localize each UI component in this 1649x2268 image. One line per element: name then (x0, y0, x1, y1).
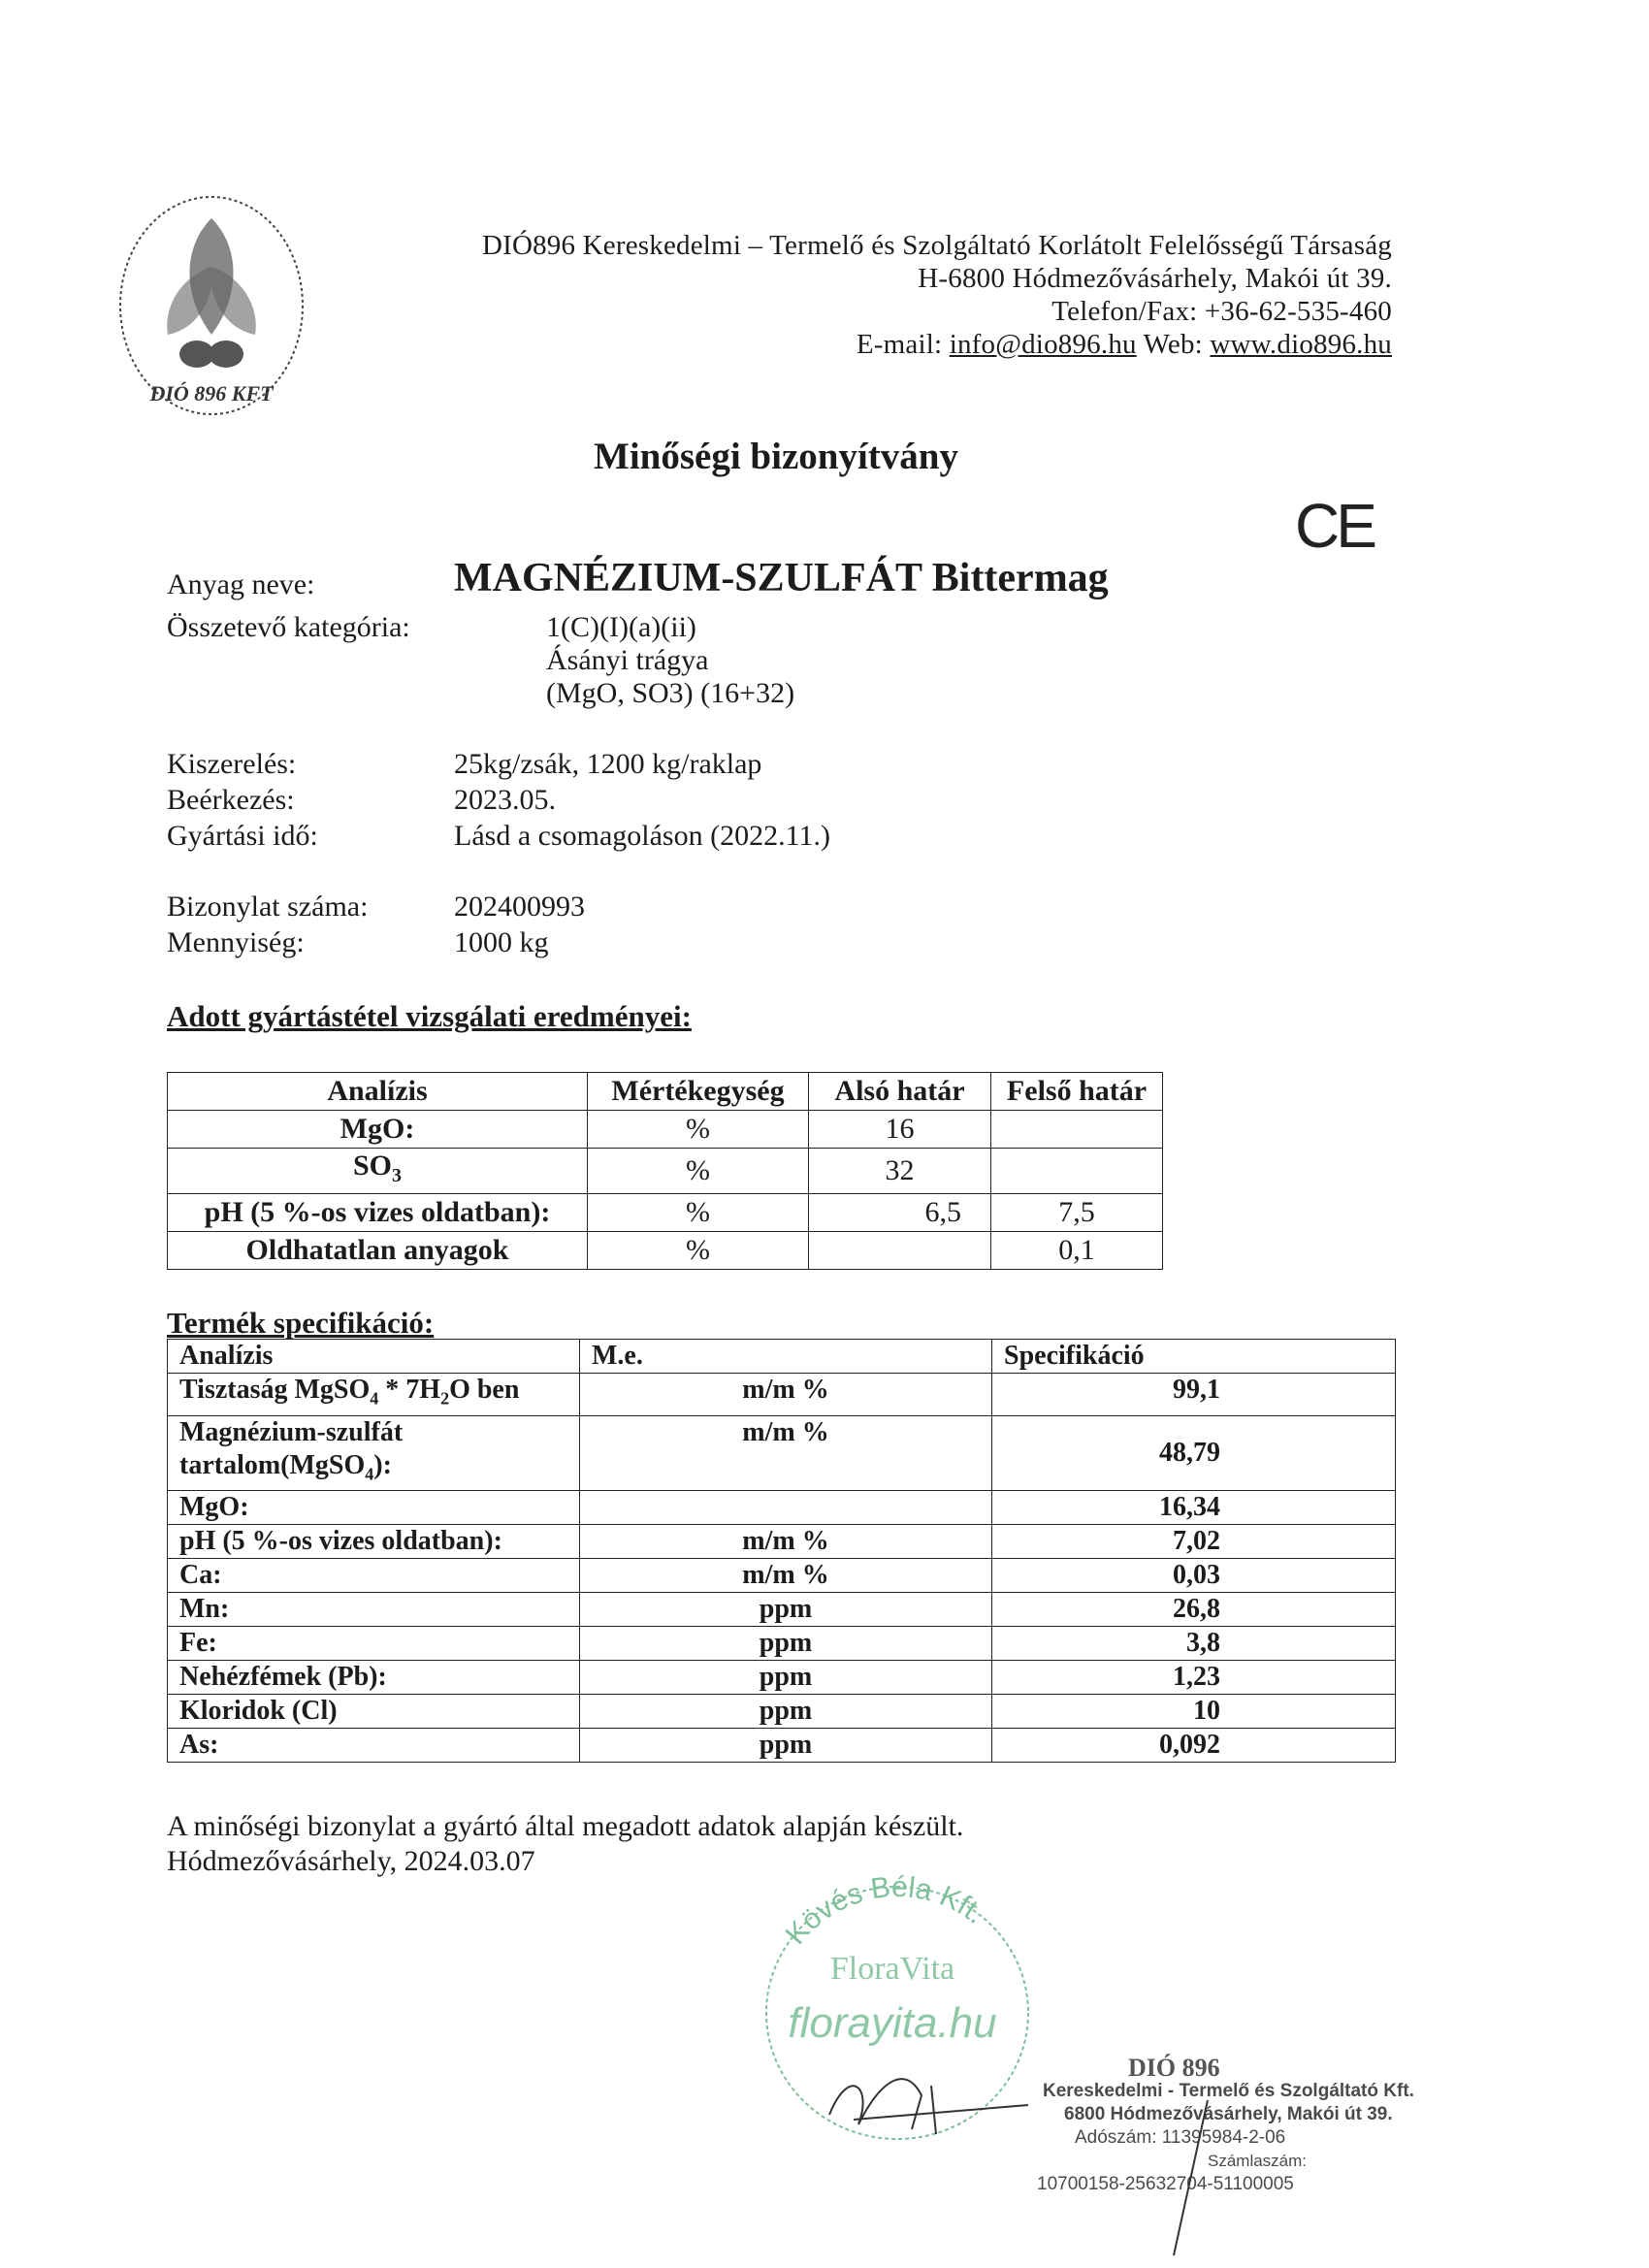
spec-cell: 10 (992, 1695, 1396, 1729)
company-stamp-name: DIÓ 896 (1128, 2054, 1220, 2082)
web-label: Web: (1143, 329, 1203, 360)
table-row (168, 1729, 1396, 1763)
table-row (168, 1627, 1396, 1661)
production-value: Lásd a csomagoláson (2022.11.) (454, 820, 830, 852)
company-stamp (1037, 2054, 1414, 2196)
spec-cell: 3,8 (992, 1627, 1396, 1661)
results-cell: 6,5 (809, 1194, 991, 1232)
spec-cell: Mn: (168, 1593, 580, 1627)
spec-cell: 0,03 (992, 1559, 1396, 1593)
stamp-brand: FloraVita (829, 1951, 955, 1987)
company-stamp-line: 6800 Hódmezővásárhely, Makói út 39. (1064, 2104, 1393, 2124)
packaging-label: Kiszerelés: (167, 748, 297, 780)
spec-cell: 48,79 (992, 1415, 1396, 1491)
spec-cell: Ca: (168, 1559, 580, 1593)
results-heading: Adott gyártástétel vizsgálati eredményei: (167, 999, 692, 1033)
table-row (168, 1149, 1163, 1194)
results-cell: 32 (809, 1149, 991, 1194)
spec-cell: Fe: (168, 1627, 580, 1661)
results-col-upper: Felső határ (991, 1073, 1163, 1111)
table-row (168, 1593, 1396, 1627)
floravita-stamp (737, 1843, 1057, 2154)
spec-cell: m/m % (580, 1415, 992, 1491)
results-col-lower: Alsó határ (809, 1073, 991, 1111)
web-link[interactable]: www.dio896.hu (1210, 329, 1392, 360)
spec-cell: 26,8 (992, 1593, 1396, 1627)
results-cell: % (588, 1149, 809, 1194)
spec-cell: m/m % (580, 1525, 992, 1559)
results-cell: pH (5 %-os vizes oldatban): (168, 1194, 588, 1232)
spec-cell: Nehézfémek (Pb): (168, 1661, 580, 1695)
company-stamp-line: Adószám: 11395984-2-06 (1075, 2127, 1286, 2148)
table-row (168, 1374, 1396, 1416)
table-row (168, 1525, 1396, 1559)
company-stamp-line: Kereskedelmi - Termelő és Szolgáltató Kft. (1043, 2081, 1414, 2101)
product-name: MAGNÉZIUM-SZULFÁT Bittermag (454, 556, 1109, 600)
company-logo (114, 189, 308, 422)
place-date: Hódmezővásárhely, 2024.03.07 (167, 1845, 535, 1877)
packaging-value: 25kg/zsák, 1200 kg/raklap (454, 748, 762, 780)
spec-cell: Tisztaság MgSO$_4$ * $7H_2O$ ben (168, 1374, 580, 1416)
spec-cell: ppm (580, 1627, 992, 1661)
category-type: Ásányi trágya (546, 644, 709, 676)
stamp-ring-text: Kövés Béla Kft. (779, 1870, 991, 1951)
table-row (168, 1491, 1396, 1525)
spec-heading: Termék specifikáció: (167, 1306, 435, 1340)
spec-cell: 0,092 (992, 1729, 1396, 1763)
company-stamp-line: 10700158-25632704-51100005 (1037, 2174, 1294, 2194)
arrival-label: Beérkezés: (167, 784, 295, 816)
spec-cell: 16,34 (992, 1491, 1396, 1525)
spec-col-spec: Specifikáció (992, 1340, 1396, 1374)
spec-cell: ppm (580, 1729, 992, 1763)
stamp-url: florayita.hu (788, 1999, 997, 2047)
results-cell: 7,5 (991, 1194, 1163, 1232)
spec-cell: 1,23 (992, 1661, 1396, 1695)
spec-cell: MgO: (168, 1491, 580, 1525)
table-row (168, 1559, 1396, 1593)
contact-line (857, 328, 1392, 361)
table-row (168, 1695, 1396, 1729)
spec-cell: m/m % (580, 1374, 992, 1416)
company-phone: Telefon/Fax: +36-62-535-460 (1051, 296, 1392, 327)
table-row (168, 1415, 1396, 1491)
quantity-value: 1000 kg (454, 926, 549, 958)
email-link[interactable]: info@dio896.hu (949, 329, 1137, 360)
results-col-analysis: Analízis (168, 1073, 588, 1111)
email-label: E-mail: (856, 329, 943, 360)
company-name: DIÓ896 Kereskedelmi – Termelő és Szolgáltató Korlátolt Felelősségű Társaság (481, 230, 1392, 261)
ce-mark: CE (1295, 491, 1374, 561)
spec-col-unit: M.e. (580, 1340, 992, 1374)
spec-col-analysis: Analízis (168, 1340, 580, 1374)
spec-table (167, 1339, 1396, 1763)
table-row (168, 1661, 1396, 1695)
results-cell (991, 1149, 1163, 1194)
spec-header-row (168, 1340, 1396, 1374)
category-nutrients: (MgO, SO3) (16+32) (546, 677, 795, 709)
name-label: Anyag neve: (167, 568, 315, 600)
footer-note: A minőségi bizonylat a gyártó által megadott adatok alapján készült. (167, 1810, 964, 1842)
signature-stroke (1164, 2095, 1222, 2260)
company-stamp-line: Számlaszám: (1208, 2152, 1308, 2170)
results-header-row (168, 1073, 1163, 1111)
results-cell: Oldhatatlan anyagok (168, 1232, 588, 1270)
category-code: 1(C)(I)(a)(ii) (546, 611, 696, 643)
company-address: H-6800 Hódmezővásárhely, Makói út 39. (918, 263, 1392, 294)
spec-cell: ppm (580, 1593, 992, 1627)
results-cell: 0,1 (991, 1232, 1163, 1270)
spec-cell: ppm (580, 1661, 992, 1695)
spec-cell: ppm (580, 1695, 992, 1729)
spec-cell: Kloridok (Cl) (168, 1695, 580, 1729)
table-row (168, 1232, 1163, 1270)
arrival-value: 2023.05. (454, 784, 556, 816)
results-cell: 16 (809, 1111, 991, 1149)
logo-text: DIÓ 896 KFT (149, 381, 274, 405)
spec-cell: 7,02 (992, 1525, 1396, 1559)
results-table (167, 1072, 1163, 1270)
spec-cell: 99,1 (992, 1374, 1396, 1416)
results-col-unit: Mértékegység (588, 1073, 809, 1111)
category-label: Összetevő kategória: (167, 611, 410, 643)
results-cell (991, 1111, 1163, 1149)
spec-cell: Magnézium-szulfát tartalom(MgSO$_4$): (168, 1415, 580, 1491)
spec-cell: As: (168, 1729, 580, 1763)
table-row (168, 1111, 1163, 1149)
results-cell: % (588, 1194, 809, 1232)
table-row (168, 1194, 1163, 1232)
results-cell: % (588, 1111, 809, 1149)
results-cell: $SO_3$ (168, 1149, 588, 1194)
quantity-label: Mennyiség: (167, 926, 305, 958)
results-cell (809, 1232, 991, 1270)
page-title: Minőségi bizonyítvány (594, 436, 958, 477)
doc-number-label: Bizonylat száma: (167, 891, 369, 923)
production-label: Gyártási idő: (167, 820, 318, 852)
doc-number-value: 202400993 (454, 891, 585, 923)
spec-cell: m/m % (580, 1559, 992, 1593)
results-cell: % (588, 1232, 809, 1270)
spec-cell (580, 1491, 992, 1525)
spec-cell: pH (5 %-os vizes oldatban): (168, 1525, 580, 1559)
results-cell: MgO: (168, 1111, 588, 1149)
